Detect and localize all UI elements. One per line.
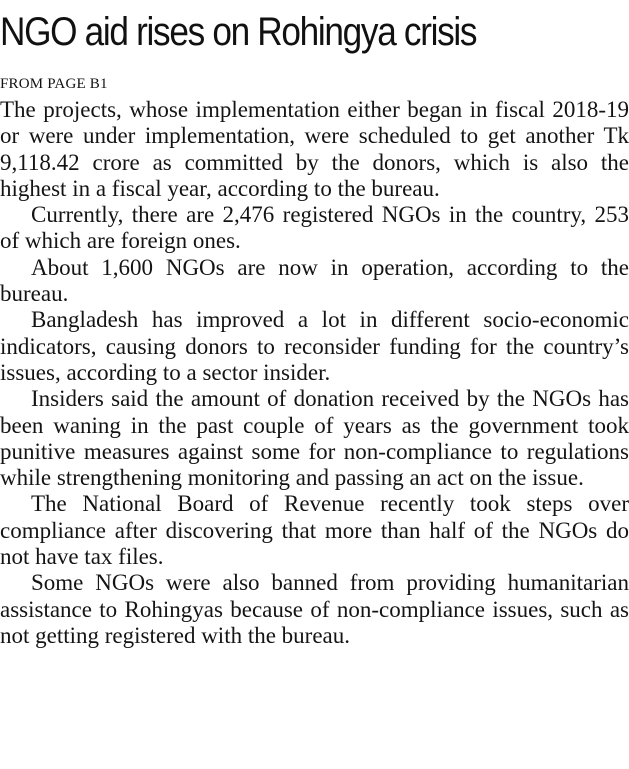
- paragraph: Some NGOs were also banned from providing humanitarian assistance to Rohingyas because of non-compliance issues, such as not getting registered with the bureau.: [0, 570, 629, 648]
- paragraph: The National Board of Revenue recently took steps over compliance after discovering that more than half of the NGOs do not have tax files.: [0, 491, 629, 570]
- paragraph: About 1,600 NGOs are now in operation, according to the bureau.: [0, 254, 629, 307]
- paragraph: Insiders said the amount of donation received by the NGOs has been waning in the past couple of years as the government took punitive measures against some for non-compliance to regulations while strengthening monitoring and passing an act on the issue.: [0, 386, 629, 491]
- paragraph: Currently, there are 2,476 registered NGOs in the country, 253 of which are foreign ones.: [0, 202, 629, 254]
- article-body: [0, 97, 629, 649]
- paragraph: Bangladesh has improved a lot in different socio-economic indicators, causing donors to reconsider funding for the country’s issues, according to a sector insider.: [0, 307, 629, 385]
- headline: NGO aid rises on Rohingya crisis: [0, 10, 477, 54]
- paragraph: The projects, whose implementation either began in fiscal 2018-19 or were under implementation, were scheduled to get another Tk 9,118.42 crore as committed by the donors, which is also the highest in a fiscal year, according to the bureau.: [0, 97, 629, 201]
- continuation-dateline: FROM PAGE B1: [0, 76, 108, 92]
